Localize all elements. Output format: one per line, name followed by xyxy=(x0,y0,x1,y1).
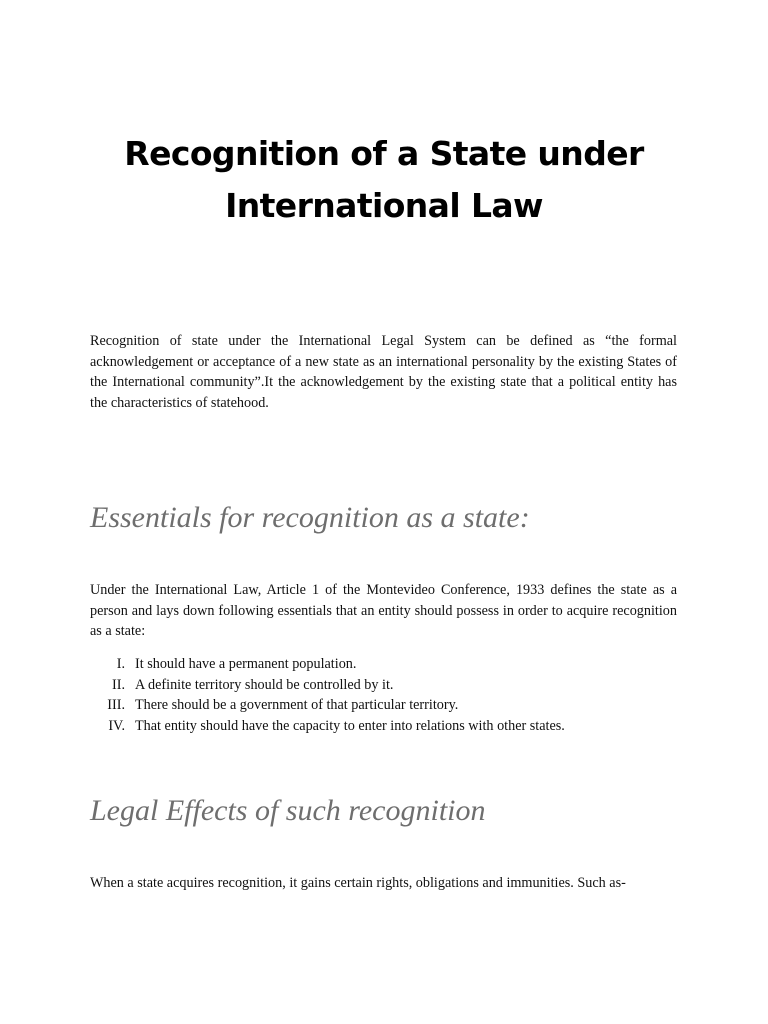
list-item-text: A definite territory should be controlled by it. xyxy=(135,676,394,693)
list-numeral: II. xyxy=(112,676,125,693)
list-item xyxy=(90,654,690,675)
intro-paragraph: Recognition of state under the International Legal System can be defined as “the formal acknowledgement or acceptance of a new state as an international personality by the existing States of the International community”.It the acknowledgement by the existing state that a political entity has the characteristics of statehood. xyxy=(90,333,677,411)
legal-effects-paragraph: When a state acquires recognition, it gains certain rights, obligations and immunities. Such as- xyxy=(90,875,626,891)
section-heading-essentials: Essentials for recognition as a state: xyxy=(90,501,530,534)
list-item-text: It should have a permanent population. xyxy=(135,656,357,672)
essentials-paragraph: Under the International Law, Article 1 of the Montevideo Conference, 1933 defines the state as a person and lays down following essentials that an entity should possess in order to acquire recognition as a state: xyxy=(90,582,677,640)
list-item-text: That entity should have the capacity to enter into relations with other states. xyxy=(135,717,565,734)
document-title xyxy=(60,128,708,232)
essentials-list xyxy=(90,654,690,736)
list-item xyxy=(90,716,690,737)
list-numeral: I. xyxy=(116,656,125,672)
list-item xyxy=(90,675,690,696)
list-item-text: There should be a government of that particular territory. xyxy=(135,697,459,714)
section-heading-legal-effects: Legal Effects of such recognition xyxy=(90,794,486,827)
list-item xyxy=(90,695,690,716)
list-numeral: IV. xyxy=(108,717,125,734)
list-numeral: III. xyxy=(107,697,125,714)
title-line-2: International Law xyxy=(225,186,543,225)
title-line-1: Recognition of a State under xyxy=(124,134,644,173)
